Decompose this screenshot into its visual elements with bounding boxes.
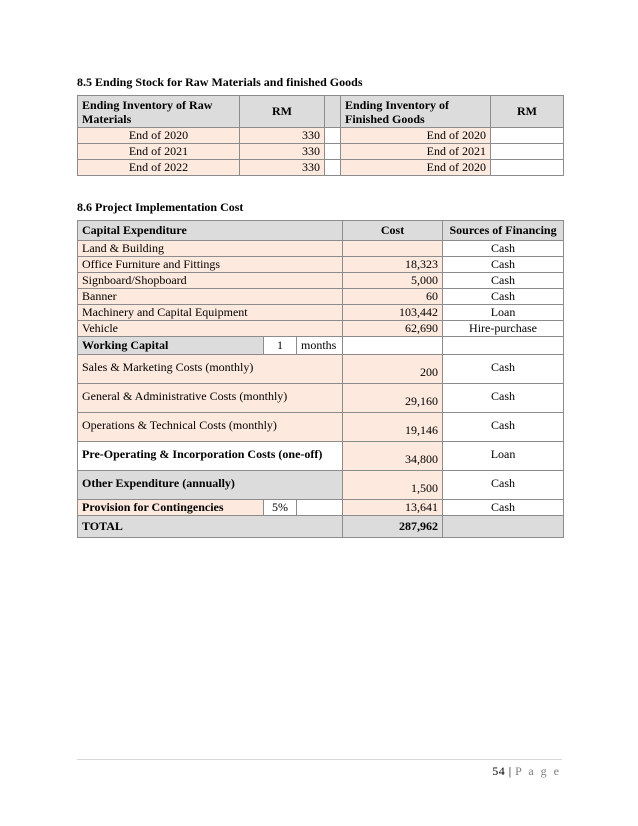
raw-value-cell: 330 [240, 128, 325, 144]
source-cell: Hire-purchase [443, 321, 564, 337]
other-expenditure-row [78, 471, 564, 500]
ending-stock-table [77, 95, 564, 176]
source-cell: Loan [443, 442, 564, 471]
cost-header: Cost [343, 221, 443, 241]
raw-materials-header: Ending Inventory of Raw Materials [78, 96, 240, 128]
source-cell: Cash [443, 500, 564, 516]
table-row [78, 289, 564, 305]
cost-cell: 18,323 [343, 257, 443, 273]
raw-value-cell: 330 [240, 144, 325, 160]
page-label: P a g e [515, 764, 561, 778]
source-cell: Loan [443, 305, 564, 321]
item-cell: Sales & Marketing Costs (monthly) [78, 355, 343, 384]
footer-separator: | [508, 764, 512, 778]
table-row [78, 413, 564, 442]
working-capital-months-value: 1 [264, 337, 297, 355]
cost-cell: 19,146 [343, 413, 443, 442]
cost-cell: 34,800 [343, 442, 443, 471]
finished-year-cell: End of 2021 [341, 144, 491, 160]
capital-expenditure-header: Capital Expenditure [78, 221, 343, 241]
spacer-cell [325, 96, 341, 128]
rm-header: RM [491, 96, 564, 128]
item-cell: Pre-Operating & Incorporation Costs (one-off) [78, 442, 343, 471]
section-8-5-heading: 8.5 Ending Stock for Raw Materials and finished Goods [77, 75, 363, 89]
spacer-cell [325, 144, 341, 160]
finished-goods-header: Ending Inventory of Finished Goods [341, 96, 491, 128]
table-row [78, 144, 564, 160]
table-row [78, 160, 564, 176]
item-cell: General & Administrative Costs (monthly) [78, 384, 343, 413]
table-row [78, 384, 564, 413]
cost-cell [343, 241, 443, 257]
total-label: TOTAL [78, 516, 343, 538]
item-cell: Vehicle [78, 321, 343, 337]
spacer-cell [325, 128, 341, 144]
working-capital-unit: months [297, 337, 343, 355]
table-row [78, 355, 564, 384]
spacer-cell [443, 516, 564, 538]
table-row [78, 257, 564, 273]
source-cell: Cash [443, 257, 564, 273]
spacer-cell [297, 500, 343, 516]
cost-cell: 200 [343, 355, 443, 384]
cost-cell: 29,160 [343, 384, 443, 413]
section-8-6-heading: 8.6 Project Implementation Cost [77, 200, 244, 214]
source-cell: Cash [443, 384, 564, 413]
spacer-cell [325, 160, 341, 176]
finished-value-cell [491, 128, 564, 144]
cost-cell: 13,641 [343, 500, 443, 516]
cost-cell: 62,690 [343, 321, 443, 337]
total-cost: 287,962 [343, 516, 443, 538]
table-row [78, 128, 564, 144]
rm-header: RM [240, 96, 325, 128]
contingency-row [78, 500, 564, 516]
raw-year-cell: End of 2021 [78, 144, 240, 160]
finished-value-cell [491, 160, 564, 176]
source-cell: Cash [443, 471, 564, 500]
working-capital-row [78, 337, 564, 355]
cost-cell: 60 [343, 289, 443, 305]
sources-of-financing-header: Sources of Financing [443, 221, 564, 241]
contingency-percent: 5% [264, 500, 297, 516]
source-cell [443, 337, 564, 355]
finished-year-cell: End of 2020 [341, 160, 491, 176]
finished-value-cell [491, 144, 564, 160]
contingency-label: Provision for Contingencies [78, 500, 264, 516]
working-capital-label: Working Capital [78, 337, 264, 355]
cost-cell: 1,500 [343, 471, 443, 500]
cost-cell: 103,442 [343, 305, 443, 321]
item-cell: Other Expenditure (annually) [78, 471, 343, 500]
table-row [78, 305, 564, 321]
total-row [78, 516, 564, 538]
finished-year-cell: End of 2020 [341, 128, 491, 144]
source-cell: Cash [443, 241, 564, 257]
raw-value-cell: 330 [240, 160, 325, 176]
raw-year-cell: End of 2022 [78, 160, 240, 176]
cost-cell [343, 337, 443, 355]
item-cell: Operations & Technical Costs (monthly) [78, 413, 343, 442]
item-cell: Land & Building [78, 241, 343, 257]
footer-divider [77, 759, 562, 760]
source-cell: Cash [443, 273, 564, 289]
project-cost-table [77, 220, 564, 538]
table-row [78, 273, 564, 289]
page-footer [492, 764, 561, 779]
page-number: 54 [492, 764, 506, 778]
raw-year-cell: End of 2020 [78, 128, 240, 144]
item-cell: Signboard/Shopboard [78, 273, 343, 289]
cost-cell: 5,000 [343, 273, 443, 289]
table-row [78, 321, 564, 337]
source-cell: Cash [443, 413, 564, 442]
item-cell: Office Furniture and Fittings [78, 257, 343, 273]
source-cell: Cash [443, 355, 564, 384]
item-cell: Machinery and Capital Equipment [78, 305, 343, 321]
item-cell: Banner [78, 289, 343, 305]
source-cell: Cash [443, 289, 564, 305]
table-row [78, 241, 564, 257]
pre-operating-row [78, 442, 564, 471]
